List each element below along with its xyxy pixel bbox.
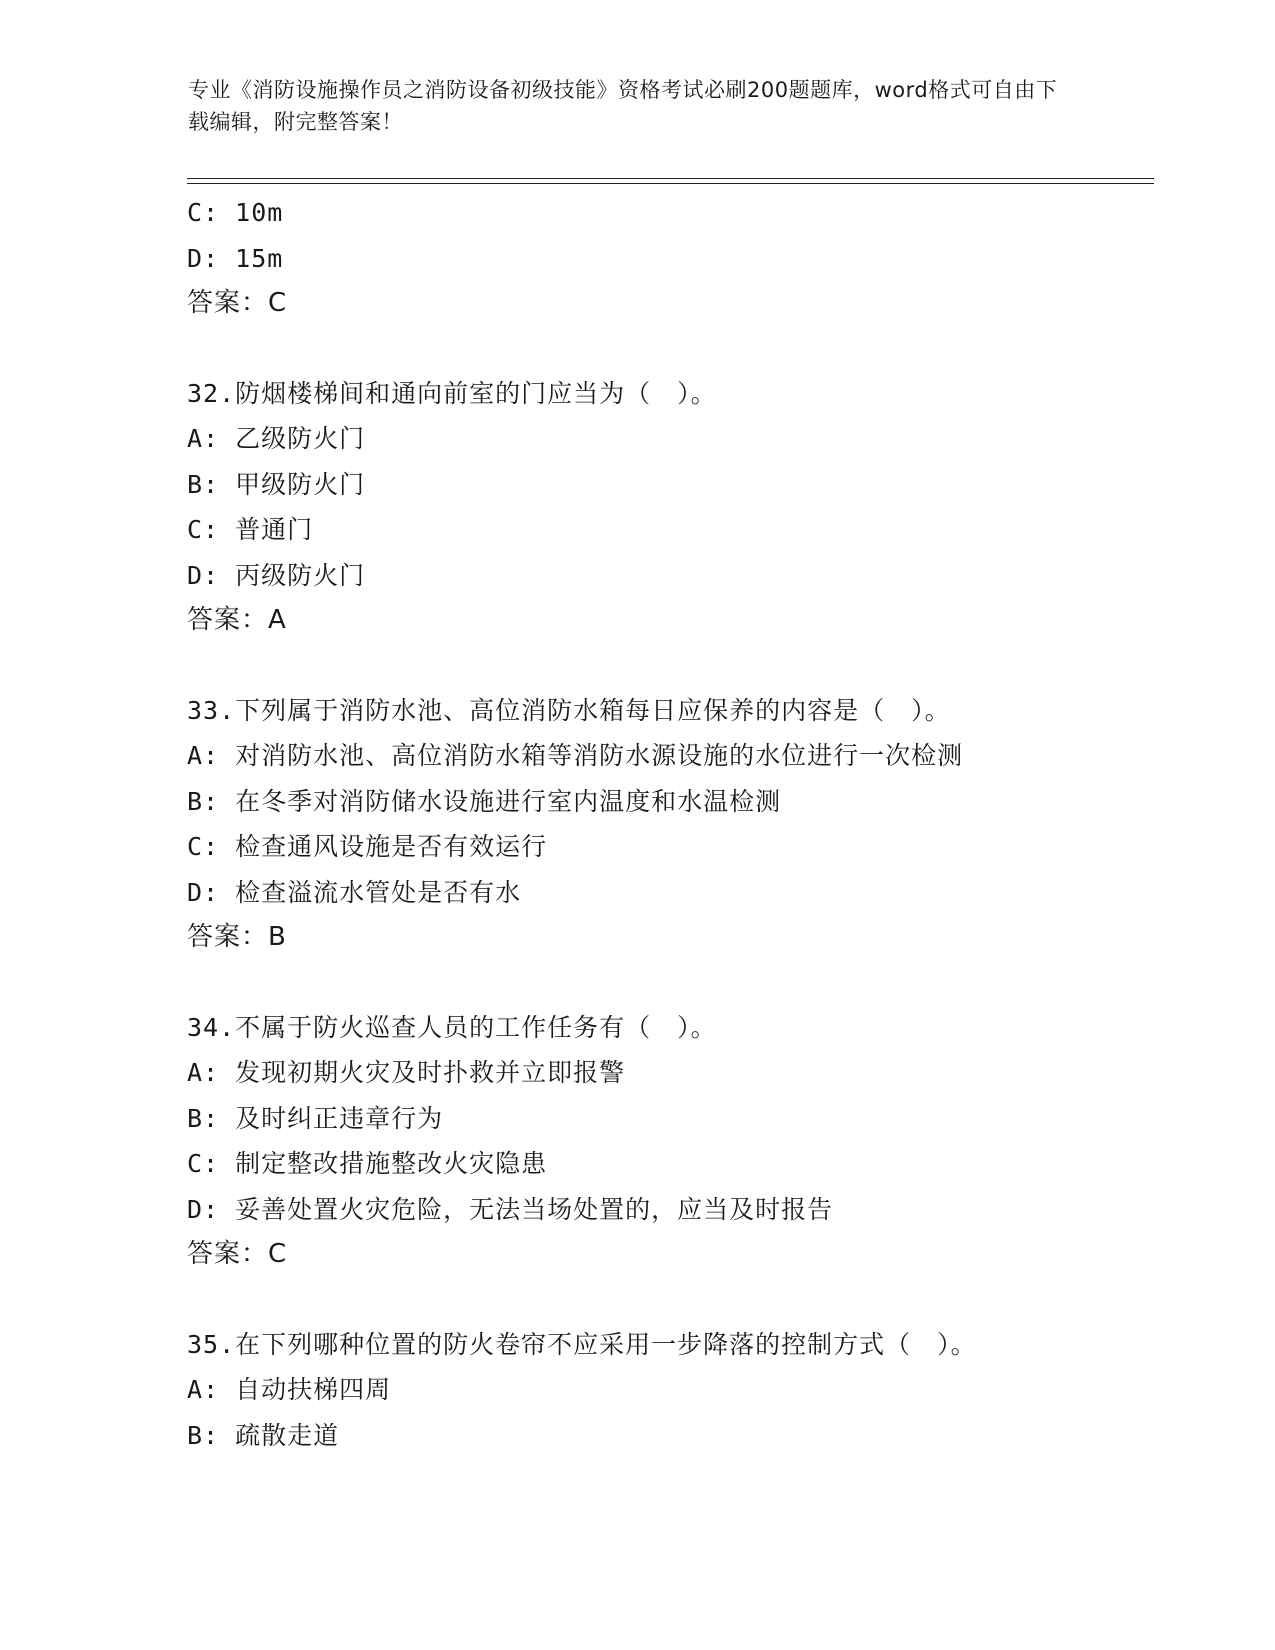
option-b: B: 及时纠正违章行为 bbox=[187, 1103, 444, 1133]
question-stem: 34.不属于防火巡查人员的工作任务有（ ）。 bbox=[187, 1012, 717, 1042]
question-31-continuation bbox=[187, 190, 1147, 327]
answer: 答案：C bbox=[187, 1239, 288, 1269]
option-d: D: 15m bbox=[187, 243, 284, 273]
header-divider-bottom bbox=[187, 183, 1154, 184]
question-stem: 32.防烟楼梯间和通向前室的门应当为（ ）。 bbox=[187, 378, 717, 408]
option-c: C: 10m bbox=[187, 198, 284, 227]
question-stem: 33.下列属于消防水池、高位消防水箱每日应保养的内容是（ ）。 bbox=[187, 695, 951, 725]
spacer bbox=[187, 327, 1147, 371]
question-list bbox=[187, 190, 1147, 1458]
question-33 bbox=[187, 688, 1147, 961]
spacer bbox=[187, 644, 1147, 688]
option-d: D: 妥善处置火灾危险，无法当场处置的，应当及时报告 bbox=[187, 1194, 834, 1224]
spacer bbox=[187, 961, 1147, 1005]
question-34 bbox=[187, 1005, 1147, 1278]
answer: 答案：B bbox=[187, 922, 287, 952]
question-35 bbox=[187, 1322, 1147, 1459]
option-a: A: 发现初期火灾及时扑救并立即报警 bbox=[187, 1058, 626, 1087]
spacer bbox=[187, 1278, 1147, 1322]
option-b: B: 疏散走道 bbox=[187, 1420, 340, 1450]
option-b: B: 在冬季对消防储水设施进行室内温度和水温检测 bbox=[187, 786, 782, 816]
question-32 bbox=[187, 371, 1147, 644]
option-c: C: 制定整改措施整改火灾隐患 bbox=[187, 1149, 548, 1178]
option-d: D: 丙级防火门 bbox=[187, 560, 366, 590]
document-header bbox=[188, 74, 1068, 138]
option-a: A: 乙级防火门 bbox=[187, 424, 366, 453]
option-c: C: 普通门 bbox=[187, 515, 314, 544]
answer: 答案：A bbox=[187, 605, 287, 635]
option-a: A: 自动扶梯四周 bbox=[187, 1375, 392, 1404]
header-title: 专业《消防设施操作员之消防设备初级技能》资格考试必刷200题题库，word格式可自由下载编辑，附完整答案！ bbox=[188, 78, 1058, 134]
header-divider-top bbox=[187, 178, 1154, 179]
option-d: D: 检查溢流水管处是否有水 bbox=[187, 877, 522, 907]
question-stem: 35.在下列哪种位置的防火卷帘不应采用一步降落的控制方式（ ）。 bbox=[187, 1329, 977, 1359]
option-b: B: 甲级防火门 bbox=[187, 469, 366, 499]
answer: 答案：C bbox=[187, 288, 288, 318]
option-c: C: 检查通风设施是否有效运行 bbox=[187, 832, 548, 861]
option-a: A: 对消防水池、高位消防水箱等消防水源设施的水位进行一次检测 bbox=[187, 741, 964, 770]
